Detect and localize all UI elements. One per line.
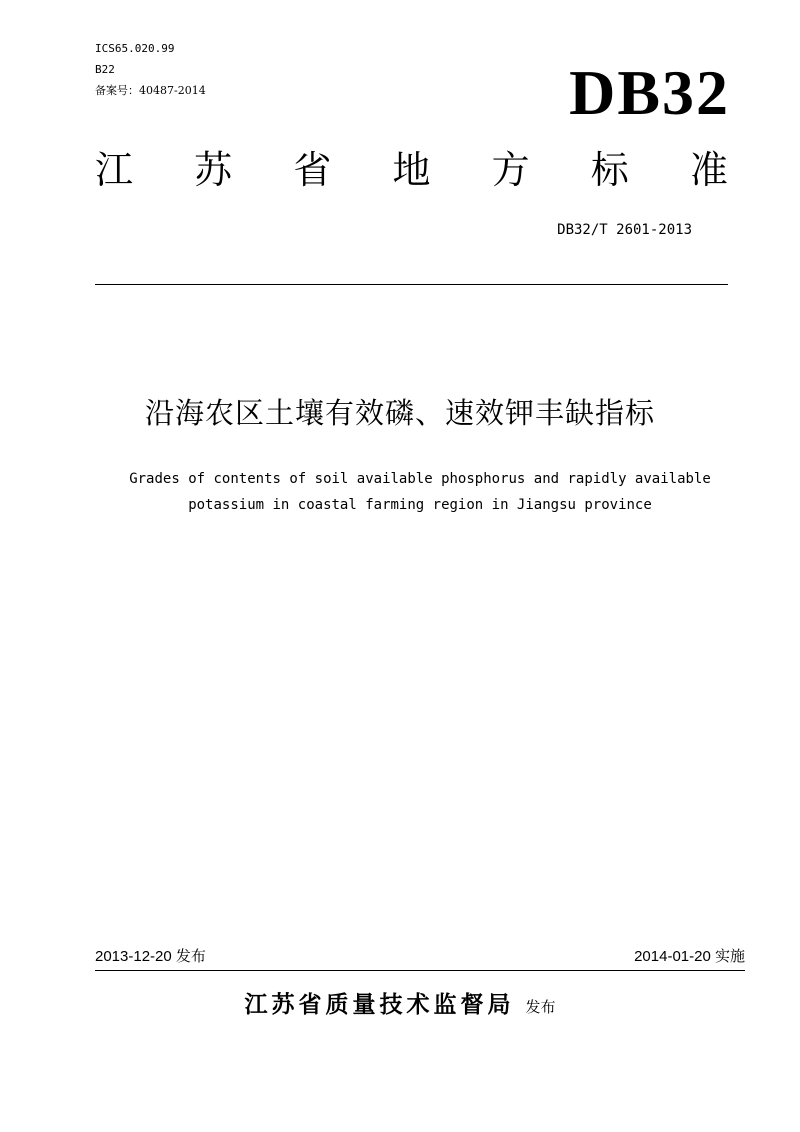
implementation-date: 2014-01-20 实施 <box>634 948 745 965</box>
standard-type-char: 省 <box>293 148 332 192</box>
standard-type-char: 苏 <box>194 148 233 192</box>
document-title-chinese: 沿海农区土壤有效磷、速效钾丰缺指标 <box>144 396 655 430</box>
title-english-line: Grades of contents of soil available phosphorus and rapidly available <box>129 471 711 487</box>
publisher-suffix: 发布 <box>525 998 556 1016</box>
publisher-name: 江苏省质量技术监督局 <box>244 992 515 1018</box>
standard-type-char: 准 <box>689 148 728 192</box>
filing-number: 备案号：40487-2014 <box>95 84 206 97</box>
issue-date: 2013-12-20 发布 <box>95 948 206 965</box>
document-title-english <box>80 466 760 518</box>
standard-type-char: 标 <box>590 148 629 192</box>
standard-type-char: 方 <box>491 148 530 192</box>
title-english-line: potassium in coastal farming region in Jiangsu province <box>188 497 652 513</box>
standard-number: DB32/T 2601-2013 <box>557 222 692 238</box>
standard-type-char: 江 <box>95 148 134 192</box>
ccs-code: B22 <box>95 63 115 76</box>
standard-type-heading <box>95 145 728 195</box>
bottom-divider <box>95 970 745 971</box>
standard-type-char: 地 <box>392 148 431 192</box>
ics-code: ICS65.020.99 <box>95 42 175 55</box>
publisher <box>0 988 800 1022</box>
db-code-logo: DB32 <box>569 57 730 128</box>
top-divider <box>95 284 728 285</box>
